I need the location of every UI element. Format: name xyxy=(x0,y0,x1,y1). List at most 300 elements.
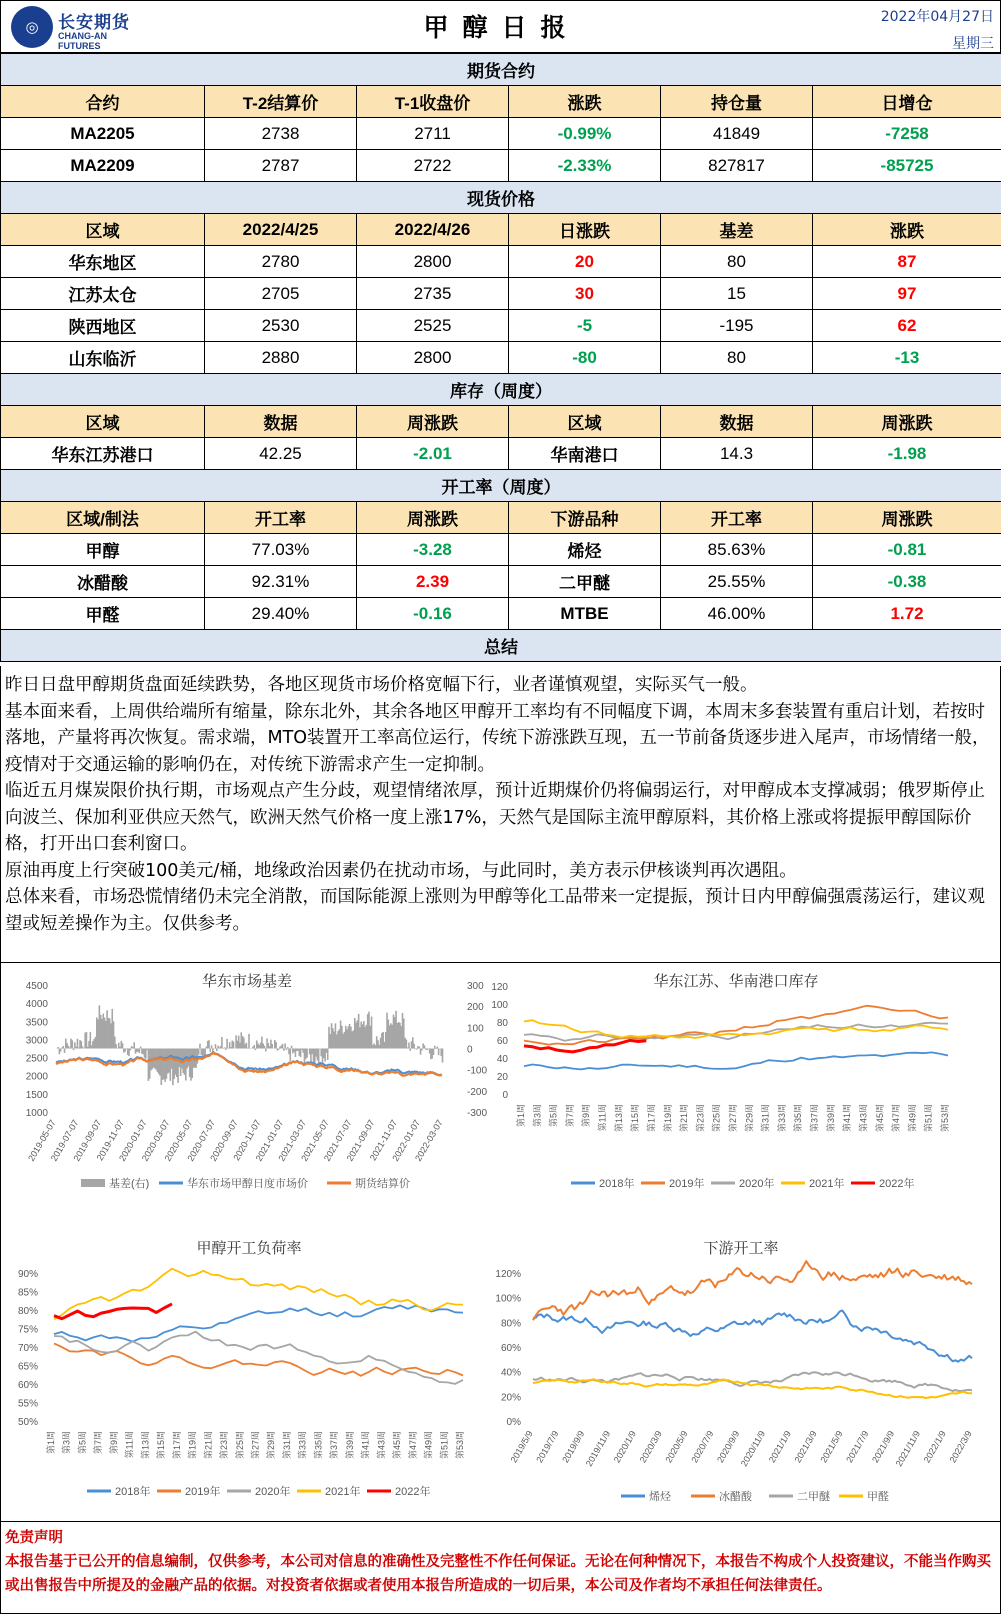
x-tick-label: 第37周 xyxy=(329,1431,340,1460)
x-tick-label: 第43周 xyxy=(376,1431,387,1460)
y-tick-label: 3500 xyxy=(25,1017,48,1029)
table-cell: 80 xyxy=(661,342,813,374)
basis-bar xyxy=(225,1049,227,1050)
basis-bar xyxy=(416,1049,418,1050)
section-title: 总结 xyxy=(1,630,1001,662)
legend-label: 2020年 xyxy=(739,1178,775,1190)
chart-plot xyxy=(54,1269,463,1384)
x-tick-label: 2020/1/9 xyxy=(611,1429,639,1465)
table-cell: 华东地区 xyxy=(1,246,205,278)
x-tick-label: 2021/7/9 xyxy=(844,1429,871,1465)
series-2022-line xyxy=(54,1304,172,1319)
x-tick-label: 第47周 xyxy=(891,1104,902,1133)
table-cell: 二甲醚 xyxy=(509,566,661,598)
x-tick-label: 2021-01-07 xyxy=(253,1118,286,1163)
summary-paragraph: 总体来看，市场恐慌情绪仍未完全消散，而国际能源上涨则为甲醇等化工品带来一定提振，预计日内甲醇偏强震荡运行，建议观望或短差操作为主。仅供参考。 xyxy=(5,887,985,934)
table-cell: 62 xyxy=(813,310,1001,342)
table-cell: 41849 xyxy=(661,118,813,150)
column-header: 下游品种 xyxy=(509,502,661,534)
basis-bar xyxy=(408,1043,410,1049)
chart-title: 华东市场基差 xyxy=(201,973,293,990)
x-tick-label: 第19周 xyxy=(187,1431,198,1460)
table-cell: MTBE xyxy=(509,598,661,630)
x-tick-label: 2019-07-07 xyxy=(48,1118,81,1163)
x-tick-label: 第5周 xyxy=(77,1431,88,1455)
x-tick-label: 第31周 xyxy=(281,1431,292,1460)
table-cell: 2787 xyxy=(205,150,357,182)
x-tick-label: 2019/7/9 xyxy=(534,1429,561,1465)
x-tick-label: 2022/3/9 xyxy=(947,1429,974,1465)
column-header-row xyxy=(1,214,1001,246)
table-row xyxy=(1,278,1001,310)
y-tick-label: 65% xyxy=(17,1361,38,1373)
x-tick-label: 第53周 xyxy=(940,1104,950,1133)
table-cell: 25.55% xyxy=(661,566,813,598)
series-2021-line xyxy=(524,1020,948,1038)
x-tick-label: 第21周 xyxy=(203,1431,214,1460)
table-cell: 85.63% xyxy=(661,534,813,566)
table-cell: 1.72 xyxy=(813,598,1001,630)
column-header: 日涨跌 xyxy=(509,214,661,246)
x-tick-label: 第11周 xyxy=(124,1431,135,1459)
column-header: 区域 xyxy=(1,406,205,438)
y-tick-label: 80% xyxy=(500,1318,521,1330)
basis-bar xyxy=(406,1040,408,1049)
y-tick-label: 75% xyxy=(17,1324,38,1336)
y-tick-label: 0% xyxy=(506,1417,521,1428)
column-header-row xyxy=(1,406,1001,438)
x-tick-label: 2020/7/9 xyxy=(689,1429,716,1465)
legend-label: 2020年 xyxy=(255,1486,291,1498)
y-tick-label: 40 xyxy=(496,1054,508,1065)
x-tick-label: 第53周 xyxy=(455,1431,465,1460)
x-tick-label: 第7周 xyxy=(93,1431,104,1455)
report-title: 甲醇日报 xyxy=(423,13,580,42)
x-tick-label: 第39周 xyxy=(825,1104,836,1133)
x-tick-label: 第35周 xyxy=(313,1431,324,1460)
table-cell: 2.39 xyxy=(357,566,509,598)
x-tick-label: 2020-03-07 xyxy=(139,1118,172,1163)
table-cell: -2.33% xyxy=(509,150,661,182)
basis-bar xyxy=(424,1045,426,1048)
basis-bar xyxy=(224,1047,226,1048)
table-cell: 华东江苏港口 xyxy=(1,438,205,470)
basis-bar xyxy=(283,1049,285,1051)
x-tick-label: 2021/11/9 xyxy=(893,1429,923,1469)
y-tick-label: 100 xyxy=(467,1023,484,1035)
table-cell: 2880 xyxy=(205,342,357,374)
table-cell: -85725 xyxy=(813,150,1001,182)
basis-bar xyxy=(306,1049,308,1058)
legend-label: 2021年 xyxy=(325,1486,361,1498)
basis-bar xyxy=(221,1037,223,1049)
x-tick-label: 2021-09-07 xyxy=(344,1118,377,1163)
x-tick-label: 第31周 xyxy=(760,1104,771,1133)
section-title: 现货价格 xyxy=(1,182,1001,214)
basis-bar xyxy=(57,1047,59,1049)
x-tick-label: 第49周 xyxy=(907,1104,918,1133)
logo-emblem-icon: ◎ xyxy=(11,6,53,48)
table-cell: -1.98 xyxy=(813,438,1001,470)
x-tick-label: 第27周 xyxy=(250,1431,261,1460)
x-tick-label: 第17周 xyxy=(646,1104,657,1133)
series-olefin-line xyxy=(533,1310,972,1361)
legend-label: 基差(右) xyxy=(109,1178,150,1190)
column-header: 合约 xyxy=(1,86,205,118)
basis-bar xyxy=(199,1044,201,1049)
x-tick-label: 第33周 xyxy=(776,1104,787,1133)
table-row xyxy=(1,342,1001,374)
x-tick-label: 2021/3/9 xyxy=(792,1429,819,1465)
x-tick-label: 2020/11/9 xyxy=(738,1429,768,1469)
column-header: 涨跌 xyxy=(813,214,1001,246)
y-tick-label: 60 xyxy=(496,1036,508,1047)
basis-bar xyxy=(434,1046,436,1049)
data-table xyxy=(0,53,1001,662)
x-tick-label: 第9周 xyxy=(108,1431,119,1455)
report-date: 2022年04月27日 xyxy=(880,9,994,25)
basis-bar xyxy=(421,1049,423,1051)
column-header: T-1收盘价 xyxy=(357,86,509,118)
x-tick-label: 第25周 xyxy=(711,1104,722,1133)
column-header: 开工率 xyxy=(205,502,357,534)
x-tick-label: 2020/3/9 xyxy=(637,1429,664,1465)
basis-bar xyxy=(62,1046,64,1049)
section-header-row xyxy=(1,182,1001,214)
series-2018-line xyxy=(524,1052,948,1069)
legend-label: 甲醛 xyxy=(867,1491,889,1503)
basis-bar xyxy=(253,1045,255,1049)
table-cell: 甲醛 xyxy=(1,598,205,630)
basis-bar xyxy=(418,1046,420,1048)
x-tick-label: 第45周 xyxy=(874,1104,885,1133)
legend-swatch xyxy=(81,1179,105,1187)
table-cell: 华南港口 xyxy=(509,438,661,470)
table-cell: 15 xyxy=(661,278,813,310)
table-cell: -195 xyxy=(661,310,813,342)
table-cell: 77.03% xyxy=(205,534,357,566)
x-tick-label: 第7周 xyxy=(564,1104,575,1128)
section-header-row xyxy=(1,470,1001,502)
x-tick-label: 第3周 xyxy=(532,1104,543,1128)
basis-bar xyxy=(255,1049,257,1051)
column-header: 基差 xyxy=(661,214,813,246)
column-header: 2022/4/25 xyxy=(205,214,357,246)
legend-label: 烯烃 xyxy=(649,1491,671,1503)
table-cell: 冰醋酸 xyxy=(1,566,205,598)
x-tick-label: 第27周 xyxy=(728,1104,738,1133)
series-2020-line xyxy=(54,1332,463,1384)
y-tick-label: 120 xyxy=(491,982,508,993)
x-tick-label: 2019/11/9 xyxy=(583,1429,613,1469)
table-cell: -2.01 xyxy=(357,438,509,470)
basis-bar xyxy=(64,1049,66,1054)
basis-bar xyxy=(265,1049,267,1052)
basis-bar xyxy=(284,1043,286,1048)
y-tick-label: 1500 xyxy=(25,1089,48,1101)
basis-bar xyxy=(275,1042,277,1049)
table-cell: 827817 xyxy=(661,150,813,182)
x-tick-label: 2019-05-07 xyxy=(26,1118,58,1163)
report-header xyxy=(0,0,1001,53)
y-tick-label: 0 xyxy=(502,1090,508,1101)
section-header-row xyxy=(1,54,1001,86)
x-tick-label: 第3周 xyxy=(61,1431,72,1455)
column-header-row xyxy=(1,502,1001,534)
logo-en-name: CHANG-AN FUTURES xyxy=(58,31,107,51)
table-cell: 20 xyxy=(509,246,661,278)
column-header: 日增仓 xyxy=(813,86,1001,118)
basis-bar xyxy=(140,1047,142,1049)
summary-paragraph: 原油再度上行突破100美元/桶，地缘政治因素仍在扰动市场，与此同时，美方表示伊核谈判再次遇阻。 xyxy=(5,860,797,881)
column-header: 2022/4/26 xyxy=(357,214,509,246)
table-cell: 2525 xyxy=(357,310,509,342)
basis-bar xyxy=(73,1049,75,1051)
basis-bar xyxy=(287,1047,289,1048)
x-tick-label: 第21周 xyxy=(679,1104,690,1133)
table-cell: 2735 xyxy=(357,278,509,310)
x-tick-label: 2020-11-07 xyxy=(231,1118,263,1163)
x-tick-label: 第35周 xyxy=(793,1104,804,1133)
table-row xyxy=(1,150,1001,182)
basis-bar xyxy=(133,1042,135,1048)
legend-label: 2022年 xyxy=(395,1486,431,1498)
y-tick-label: -200 xyxy=(467,1086,488,1098)
basis-bar xyxy=(216,1049,218,1052)
table-cell: -3.28 xyxy=(357,534,509,566)
basis-bar xyxy=(409,1049,411,1051)
logo-cn-name: 长安期货 xyxy=(58,13,130,33)
x-tick-label: 第41周 xyxy=(360,1431,371,1460)
disclaimer xyxy=(0,1522,1001,1614)
basis-bar xyxy=(286,1049,288,1051)
table-row xyxy=(1,566,1001,598)
x-tick-label: 第47周 xyxy=(407,1431,418,1460)
x-tick-label: 第5周 xyxy=(548,1104,559,1128)
table-cell: 2530 xyxy=(205,310,357,342)
section-title: 期货合约 xyxy=(1,54,1001,86)
basis-bar xyxy=(433,1049,435,1055)
table-cell: -0.38 xyxy=(813,566,1001,598)
table-cell: -0.16 xyxy=(357,598,509,630)
x-tick-label: 2019/9/9 xyxy=(560,1429,587,1465)
y-tick-label: 60% xyxy=(500,1343,521,1354)
charts-svg xyxy=(1,963,1001,1522)
basis-bar xyxy=(248,1034,250,1049)
y-tick-label: 20% xyxy=(500,1392,521,1404)
disclaimer-text: 本报告基于已公开的信息编制，仅供参考，本公司对信息的准确性及完整性不作任何保证。无论在何种情况下，本报告不构成个人投资建议，不能当作购买或出售报告中所提及的金融产品的依据。对投资者依据或者使用本报告所造成的一切后果，本公司及作者均不承担任何法律责任。 xyxy=(5,1554,991,1594)
summary-paragraph: 基本面来看，上周供给端所有缩量，除东北外，其余各地区甲醇开工率均有不同幅度下调，本周末多套装置有重启计划，若按时落地，产量将再次恢复。需求端，MTO装置开工率高位运行，传统下游涨跌互现，五一节前备货逐步进入尾声，市场情绪一般，疫情对于交通运输的影响仍在，对传统下游需求产生一定抑制。 xyxy=(5,701,990,775)
table-cell: 2711 xyxy=(357,118,509,150)
basis-bar xyxy=(226,1039,228,1049)
column-header: 周涨跌 xyxy=(813,406,1001,438)
y-tick-label: 85% xyxy=(17,1287,38,1299)
basis-bar xyxy=(122,1043,124,1048)
y-tick-label: 40% xyxy=(500,1367,521,1379)
y-tick-label: 80 xyxy=(496,1018,508,1029)
basis-bar xyxy=(115,1044,117,1048)
y-tick-label: 4000 xyxy=(25,999,48,1011)
x-tick-label: 2022/1/9 xyxy=(921,1429,948,1465)
column-header: 数据 xyxy=(661,406,813,438)
table-cell: 山东临沂 xyxy=(1,342,205,374)
basis-bar xyxy=(435,1049,437,1050)
x-tick-label: 2021/1/9 xyxy=(766,1429,793,1465)
summary-text xyxy=(0,666,1001,963)
section-header-row xyxy=(1,374,1001,406)
x-tick-label: 第51周 xyxy=(439,1431,450,1460)
basis-bar xyxy=(86,1032,88,1049)
series-2022-line xyxy=(524,1040,646,1052)
basis-bar xyxy=(208,1040,210,1048)
table-cell: 2800 xyxy=(357,342,509,374)
chart-title: 下游开工率 xyxy=(703,1240,779,1257)
x-tick-label: 第17周 xyxy=(171,1431,182,1460)
y-tick-label: 0 xyxy=(467,1044,473,1056)
table-cell: 30 xyxy=(509,278,661,310)
column-header: 涨跌 xyxy=(509,86,661,118)
column-header: 开工率 xyxy=(661,502,813,534)
x-tick-label: 2021/9/9 xyxy=(870,1429,897,1465)
basis-bar xyxy=(282,1044,284,1049)
x-tick-label: 第1周 xyxy=(46,1431,56,1455)
charts-area xyxy=(0,963,1001,1522)
table-cell: -80 xyxy=(509,342,661,374)
chart-plot xyxy=(524,1006,948,1070)
x-tick-label: 2020/9/9 xyxy=(715,1429,742,1465)
table-cell: 2722 xyxy=(357,150,509,182)
x-tick-label: 2020-01-07 xyxy=(117,1118,149,1163)
column-header: 区域/制法 xyxy=(1,502,205,534)
legend-label: 2018年 xyxy=(115,1486,151,1498)
y-tick-label: 60% xyxy=(17,1380,38,1391)
table-cell: -0.99% xyxy=(509,118,661,150)
x-tick-label: 第15周 xyxy=(156,1431,167,1460)
basis-bar xyxy=(82,1046,84,1048)
y-tick-label: 2500 xyxy=(25,1053,48,1065)
basis-bar xyxy=(215,1044,217,1048)
x-tick-label: 第19周 xyxy=(662,1104,673,1133)
legend-label: 华东市场甲醇日度市场价 xyxy=(187,1178,308,1190)
x-tick-label: 第11周 xyxy=(597,1104,608,1132)
table-cell: 42.25 xyxy=(205,438,357,470)
basis-bar xyxy=(264,1046,266,1049)
disclaimer-title: 免责声明 xyxy=(5,1530,63,1546)
legend-label: 二甲醚 xyxy=(797,1491,830,1503)
y-tick-label: 2000 xyxy=(25,1071,48,1083)
basis-bar xyxy=(271,1044,273,1048)
table-row xyxy=(1,534,1001,566)
y-tick-label: 50% xyxy=(17,1417,38,1428)
basis-bar xyxy=(442,1049,444,1063)
column-header-row xyxy=(1,86,1001,118)
basis-bar xyxy=(211,1045,213,1048)
table-cell: 陕西地区 xyxy=(1,310,205,342)
basis-bar xyxy=(327,1049,329,1061)
x-tick-label: 2019-11-07 xyxy=(94,1118,127,1163)
x-tick-label: 第9周 xyxy=(581,1104,592,1128)
table-cell: 80 xyxy=(661,246,813,278)
basis-bar xyxy=(198,1049,200,1055)
section-title: 开工率（周度） xyxy=(1,470,1001,502)
legend-label: 2021年 xyxy=(809,1178,845,1190)
column-header: 数据 xyxy=(205,406,357,438)
basis-bar xyxy=(438,1049,440,1056)
x-tick-label: 第29周 xyxy=(744,1104,755,1133)
x-tick-label: 第41周 xyxy=(842,1104,853,1133)
table-row xyxy=(1,598,1001,630)
summary-paragraph: 临近五月煤炭限价执行期，市场观点产生分歧，观望情绪浓厚，预计近期煤价仍将偏弱运行，对甲醇成本支撑减弱；俄罗斯停止向波兰、保加利亚供应天然气，欧洲天然气价格一度上涨17%，天然气是国际主流甲醇原料，其价格上涨或将提振甲醇国际价格，打开出口套利窗口。 xyxy=(5,781,985,854)
column-header: 持仓量 xyxy=(661,86,813,118)
basis-bar xyxy=(437,1047,439,1049)
y-tick-label: 90% xyxy=(17,1269,38,1280)
x-tick-label: 2021-07-07 xyxy=(321,1118,354,1163)
basis-bar xyxy=(371,1017,373,1049)
basis-bar xyxy=(130,1049,132,1051)
x-tick-label: 2021/5/9 xyxy=(818,1429,845,1465)
table-cell: 烯烃 xyxy=(509,534,661,566)
table-cell: 87 xyxy=(813,246,1001,278)
settle-series-line xyxy=(56,1053,442,1076)
column-header: 区域 xyxy=(509,406,661,438)
y-tick-label: 120% xyxy=(495,1269,521,1280)
x-tick-label: 第33周 xyxy=(297,1431,308,1460)
x-tick-label: 第15周 xyxy=(630,1104,641,1133)
basis-bar xyxy=(71,1040,73,1048)
table-cell: MA2205 xyxy=(1,118,205,150)
table-cell: 46.00% xyxy=(661,598,813,630)
x-tick-label: 2020-09-07 xyxy=(208,1118,240,1163)
table-cell: 甲醇 xyxy=(1,534,205,566)
section-title: 库存（周度） xyxy=(1,374,1001,406)
report-weekday: 星期三 xyxy=(952,36,994,52)
x-tick-label: 第37周 xyxy=(809,1104,820,1133)
x-tick-label: 第51周 xyxy=(923,1104,934,1133)
x-tick-label: 2020/5/9 xyxy=(663,1429,690,1465)
table-cell: MA2209 xyxy=(1,150,205,182)
x-tick-label: 2022-01-07 xyxy=(390,1118,422,1163)
legend-label: 2019年 xyxy=(669,1178,705,1190)
section-header-row xyxy=(1,630,1001,662)
x-tick-label: 第39周 xyxy=(344,1431,355,1460)
x-tick-label: 第29周 xyxy=(266,1431,277,1460)
table-cell: 29.40% xyxy=(205,598,357,630)
basis-bar xyxy=(139,1049,141,1054)
basis-bar xyxy=(210,1049,212,1052)
legend-label: 期货结算价 xyxy=(355,1178,410,1190)
table-cell: -5 xyxy=(509,310,661,342)
x-tick-label: 第25周 xyxy=(234,1431,245,1460)
y-tick-label: 70% xyxy=(17,1343,38,1354)
table-cell: 2780 xyxy=(205,246,357,278)
basis-bar xyxy=(60,1049,62,1052)
column-header: 区域 xyxy=(1,214,205,246)
x-tick-label: 第23周 xyxy=(695,1104,706,1133)
table-row xyxy=(1,438,1001,470)
column-header: 周涨跌 xyxy=(357,502,509,534)
table-cell: 2705 xyxy=(205,278,357,310)
table-row xyxy=(1,246,1001,278)
table-row xyxy=(1,310,1001,342)
table-cell: 江苏太仓 xyxy=(1,278,205,310)
x-tick-label: 2019-09-07 xyxy=(71,1118,104,1163)
y-tick-label: 1000 xyxy=(25,1108,48,1119)
table-cell: 92.31% xyxy=(205,566,357,598)
legend-label: 2022年 xyxy=(879,1178,915,1190)
y-tick-label: 100 xyxy=(491,1000,508,1011)
table-cell: -13 xyxy=(813,342,1001,374)
basis-bar xyxy=(124,1049,126,1052)
